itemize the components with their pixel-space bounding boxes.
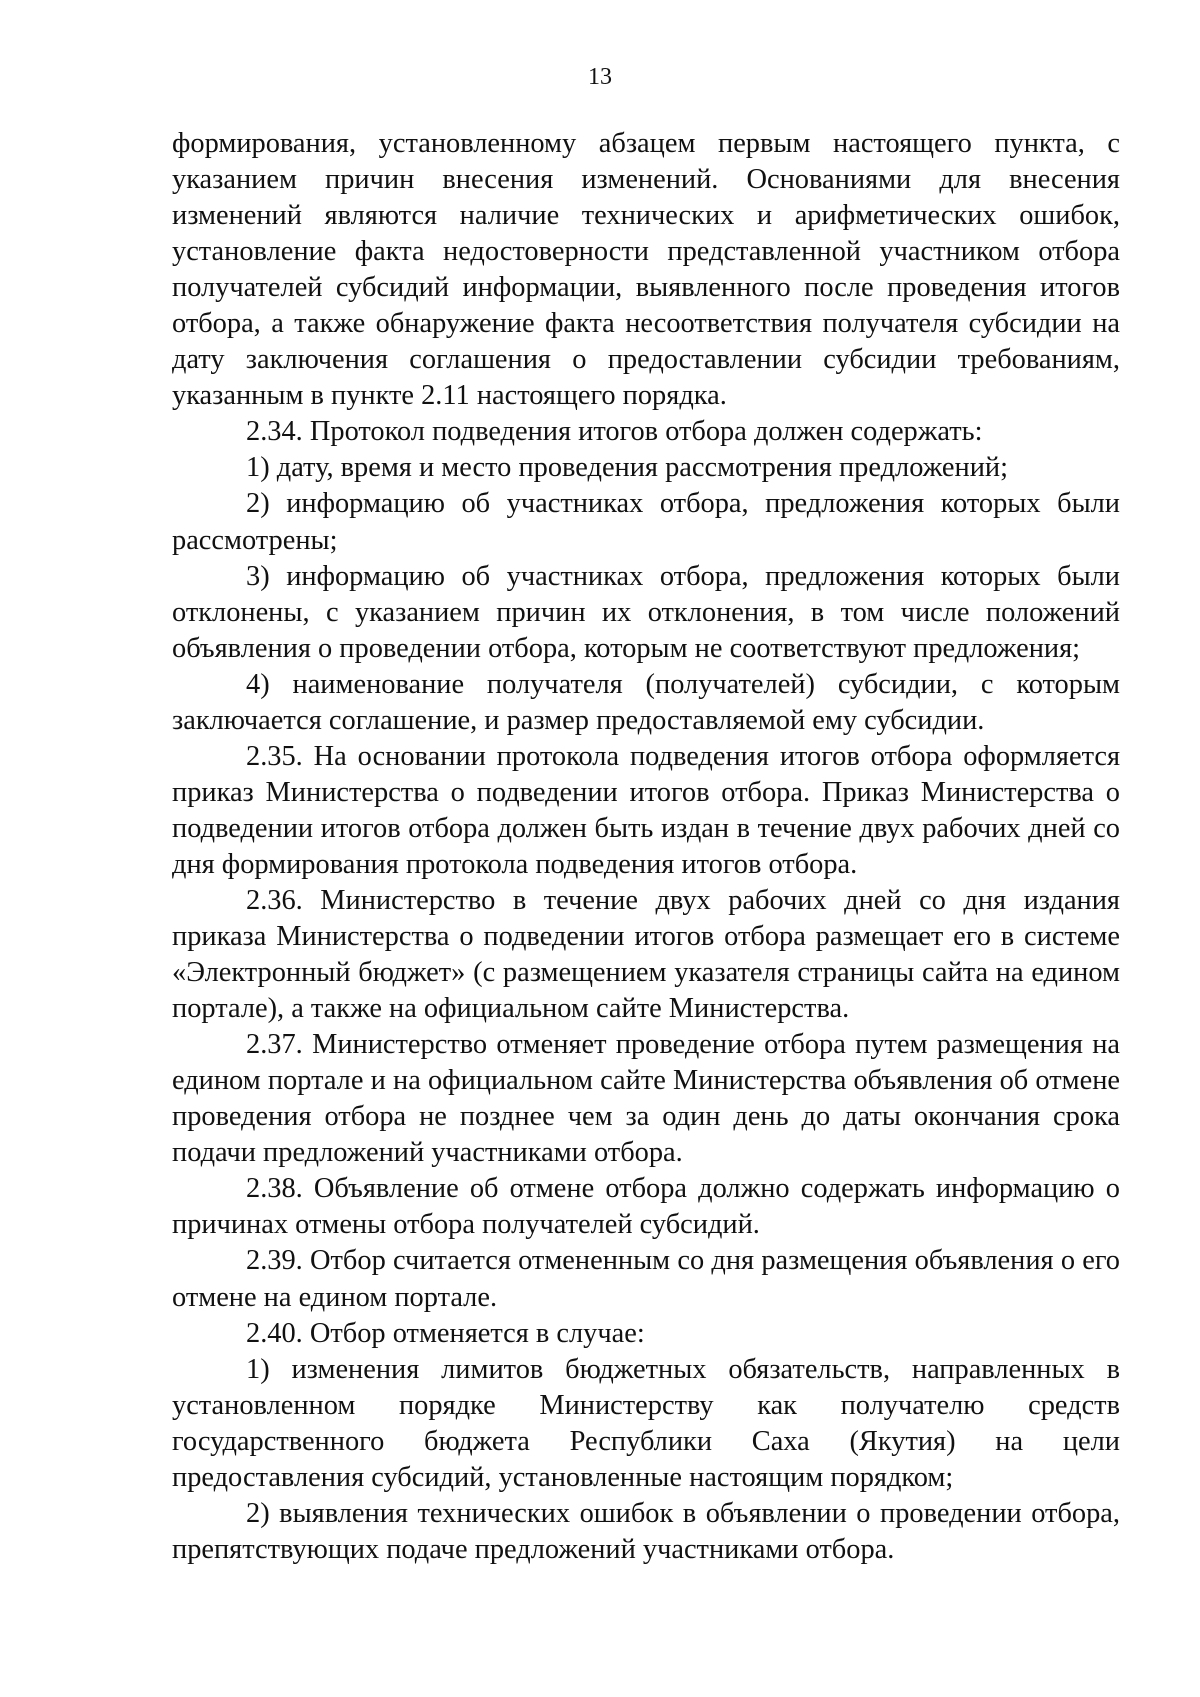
paragraph-2-36: 2.36. Министерство в течение двух рабочих дней со дня издания приказа Министерства о подведении итогов отбора размещает его в системе «Электронный бюджет» (с размещением указателя страницы сайта на едином портале), а также на официальном сайте Министерства. bbox=[172, 884, 1120, 1025]
paragraph-2-34: 2.34. Протокол подведения итогов отбора должен содержать: bbox=[246, 416, 983, 448]
paragraph-continuation: формирования, установленному абзацем первым настоящего пункта, с указанием причин внесения изменений. Основаниями для внесения изменений являются наличие технических и арифметических ошибок, установление факта недостоверности представленной участником отбора получателей субсидий информации, выявленного после проведения итогов отбора, а также обнаружение факта несоответствия получателя субсидии на дату заключения соглашения о предоставлении субсидии требованиям, указанным в пункте 2.11 настоящего порядка. bbox=[172, 128, 1120, 412]
list-item-2-34-1: 1) дату, время и место проведения рассмотрения предложений; bbox=[246, 452, 1008, 484]
list-item-2-34-4: 4) наименование получателя (получателей) субсидии, с которым заключается соглашение, и размер предоставляемой ему субсидии. bbox=[172, 668, 1120, 736]
list-item-2-40-2: 2) выявления технических ошибок в объявлении о проведении отбора, препятствующих подаче предложений участниками отбора. bbox=[172, 1497, 1120, 1565]
paragraph-2-39: 2.39. Отбор считается отмененным со дня размещения объявления о его отмене на едином портале. bbox=[172, 1245, 1120, 1313]
list-item-2-34-3: 3) информацию об участниках отбора, предложения которых были отклонены, с указанием причин их отклонения, в том числе положений объявления о проведении отбора, которым не соответствуют предложения; bbox=[172, 560, 1120, 664]
paragraph-2-37: 2.37. Министерство отменяет проведение отбора путем размещения на едином портале и на официальном сайте Министерства объявления об отмене проведения отбора не позднее чем за один день до даты окончания срока подачи предложений участниками отбора. bbox=[172, 1029, 1120, 1169]
paragraph-2-38: 2.38. Объявление об отмене отбора должно содержать информацию о причинах отмены отбора получателей субсидий. bbox=[172, 1173, 1120, 1241]
document-body bbox=[172, 126, 1120, 1568]
paragraph-2-40: 2.40. Отбор отменяется в случае: bbox=[246, 1317, 645, 1349]
page-number: 13 bbox=[588, 64, 612, 90]
list-item-2-34-2: 2) информацию об участниках отбора, предложения которых были рассмотрены; bbox=[172, 488, 1120, 556]
list-item-2-40-1: 1) изменения лимитов бюджетных обязательств, направленных в установленном порядке Министерству как получателю средств государственного бюджета Республики Саха (Якутия) на цели предоставления субсидий, установленные настоящим порядком; bbox=[172, 1353, 1120, 1493]
paragraph-2-35: 2.35. На основании протокола подведения итогов отбора оформляется приказ Министерства о подведении итогов отбора. Приказ Министерства о подведении итогов отбора должен быть издан в течение двух рабочих дней со дня формирования протокола подведения итогов отбора. bbox=[172, 740, 1120, 880]
